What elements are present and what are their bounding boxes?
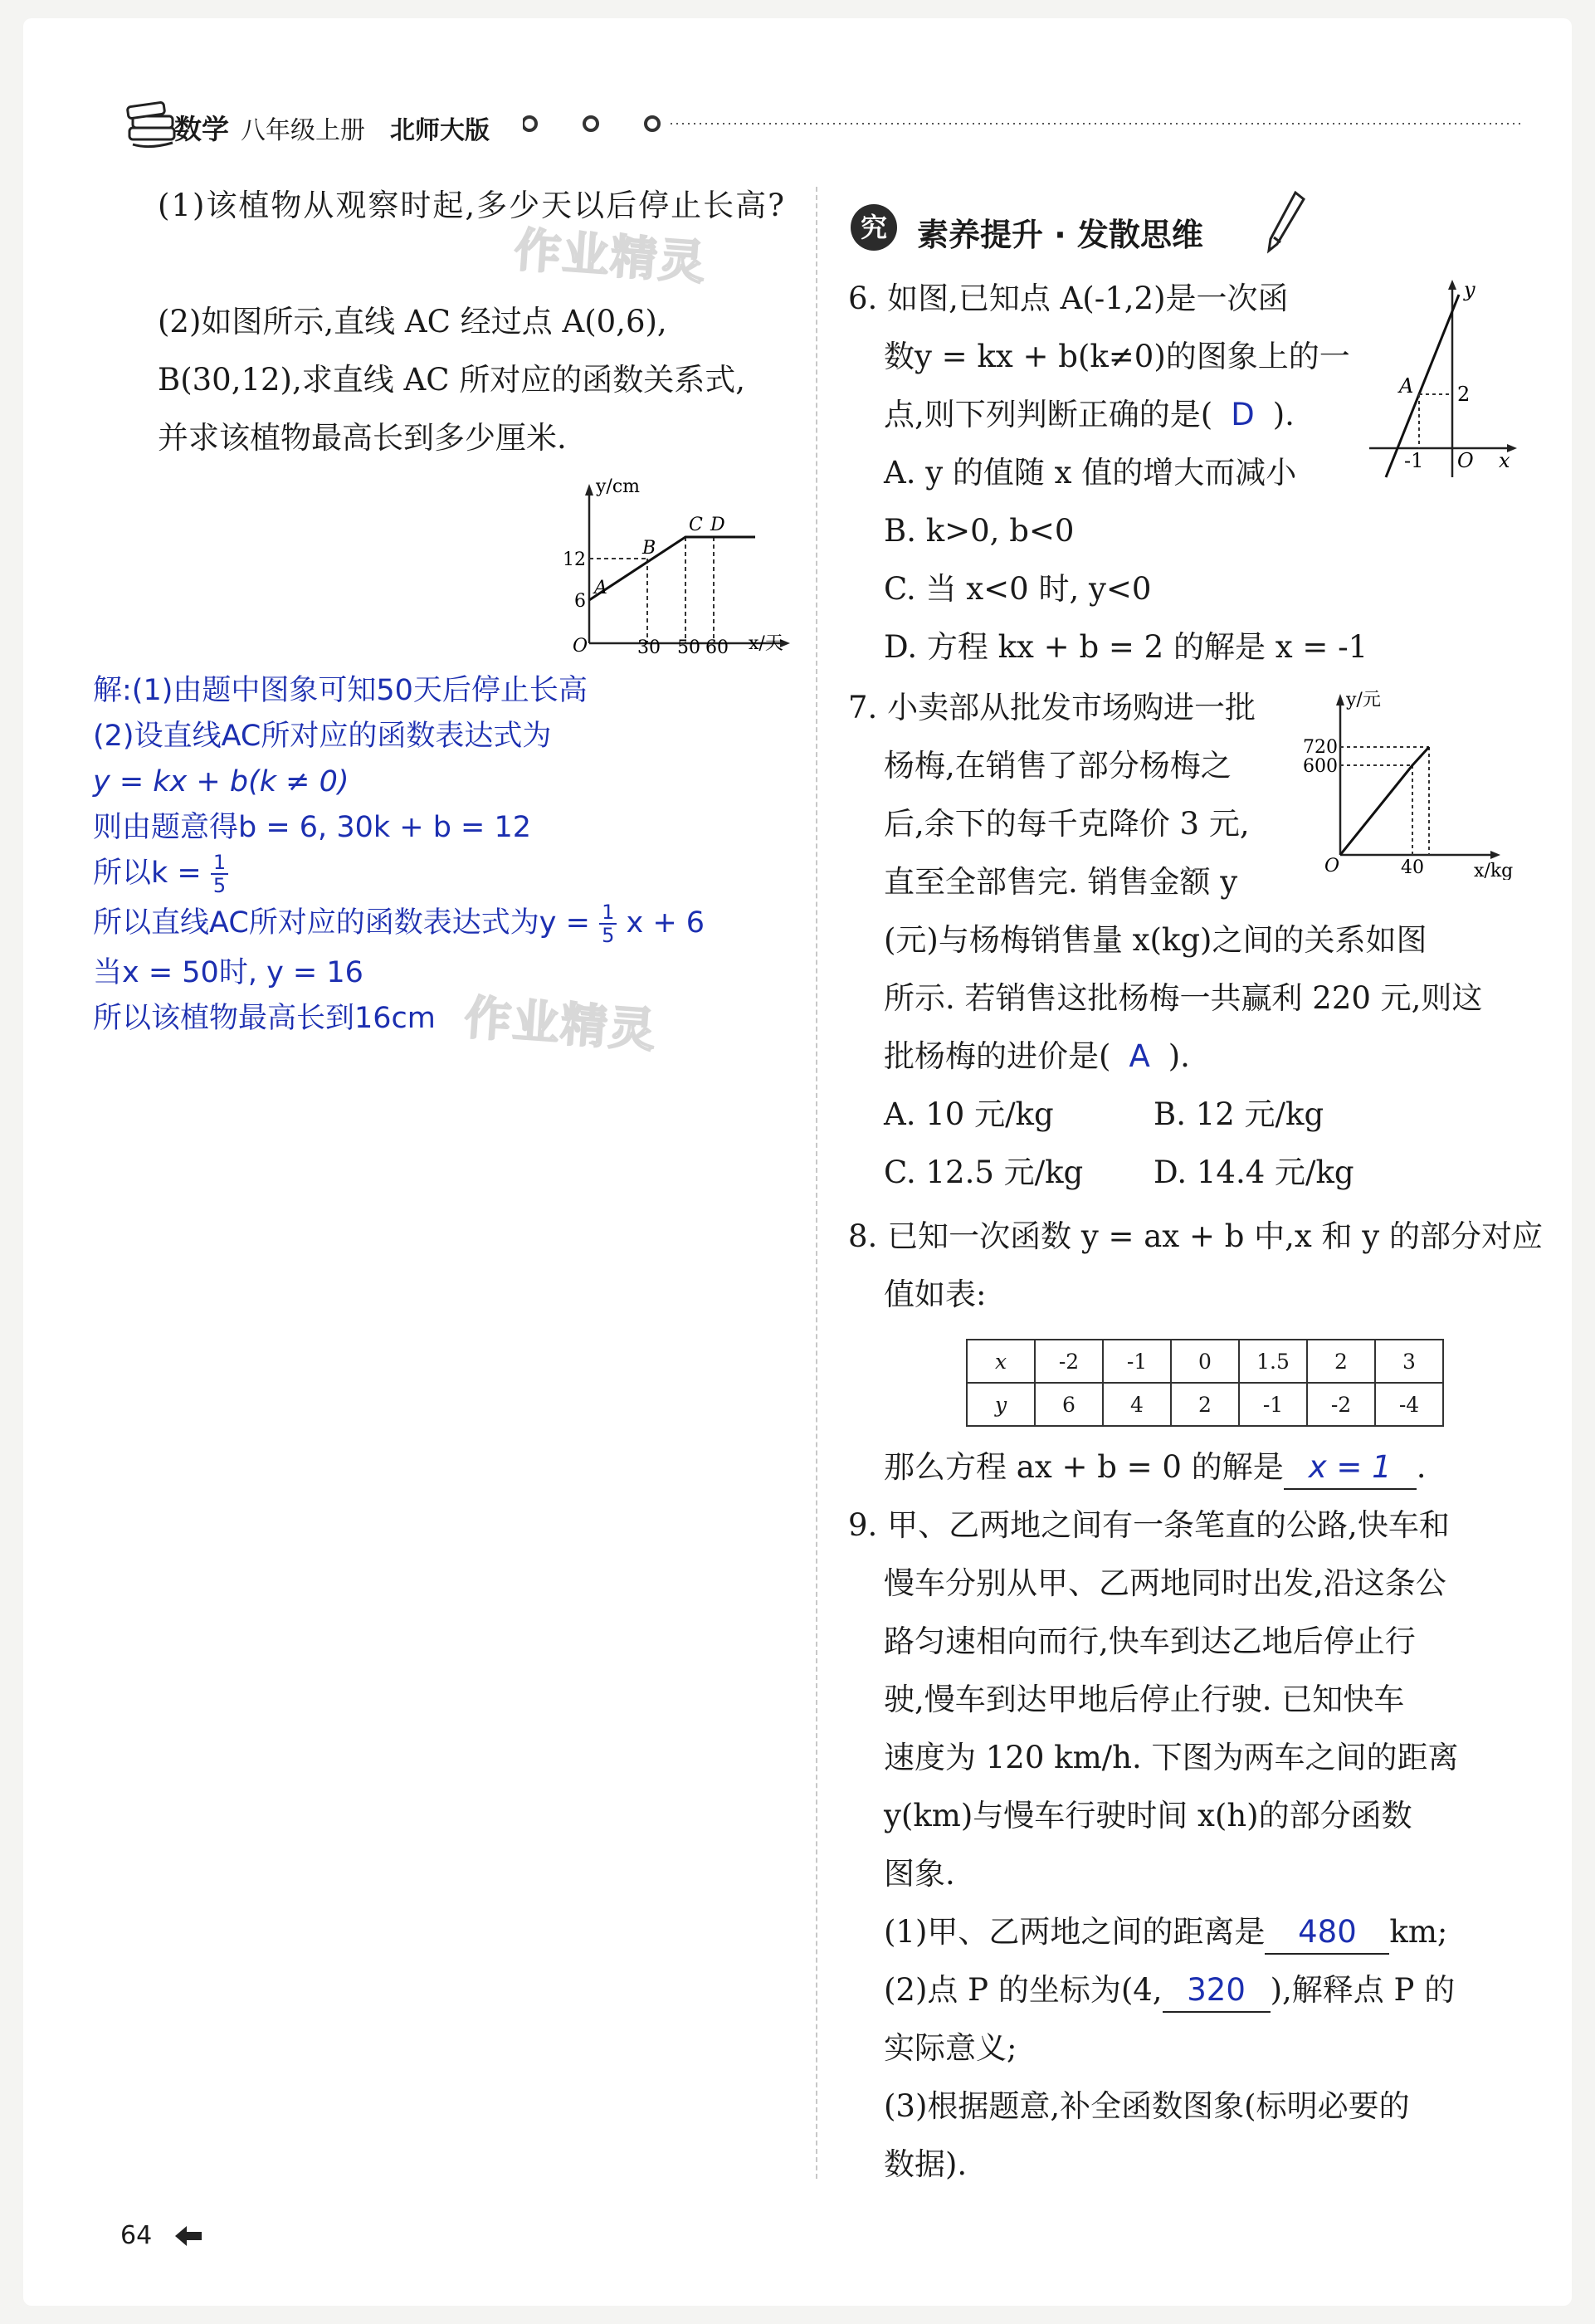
q9-sub2 [884,1961,1455,2019]
fraction-denominator: 5 [602,924,615,947]
q6-line3 [884,386,1295,444]
q9-line2: 慢车分别从甲、乙两地同时出发,沿这条公 [884,1565,1446,1601]
q7-line3: 后,余下的每千克降价 3 元, [884,806,1250,842]
q6-option-b: B. k>0, b<0 [884,513,1075,549]
solution-line4: 则由题意得b = 6, 30k + b = 12 [93,811,532,844]
q8-line2: 值如表: [884,1277,987,1312]
solution-line3: y = kx + b(k ≠ 0) [93,765,349,798]
q7-line1: 7. 小卖部从批发市场购进一批 [848,690,1256,725]
fraction-numerator: 1 [599,901,617,925]
q6-answer: D [1231,397,1255,432]
q6-y-label: y [1464,278,1475,301]
header-subject: 数学 [174,113,229,145]
header-edition: 北师大版 [390,116,490,145]
q6-line2: 数y = kx + b(k≠0)的图象上的一 [884,339,1350,374]
plant-point-b: B [642,538,656,559]
solution-line8: 所以该植物最高长到16cm [93,1002,436,1035]
fraction-denominator: 5 [212,874,227,897]
q6-prompt: 点,则下列判断正确的是( [884,397,1213,432]
solution-line5-text: 所以k = [93,857,202,890]
q2-line2: B(30,12),求直线 AC 所对应的函数关系式, [158,362,746,398]
fraction-numerator: 1 [211,852,228,875]
q9-line4: 驶,慢车到达甲地后停止行驶. 已知快车 [884,1682,1405,1717]
q7-y-tick-720: 720 [1303,737,1338,758]
table-cell: 0 [1171,1340,1239,1383]
q7-y-tick-600: 600 [1303,756,1338,777]
plant-x-tick-50: 50 [677,637,700,658]
section-title: 素养提升 · 发散思维 [917,217,1203,253]
q6-close: ). [1272,397,1295,432]
plant-y-tick-6: 6 [574,591,586,612]
arrow-left-icon [172,2223,205,2249]
table-cell: -1 [1239,1383,1307,1426]
section-header [851,199,1315,257]
q6-option-a: A. y 的值随 x 值的增大而减小 [884,455,1297,491]
solution-fraction-2 [599,901,617,946]
table-cell: 2 [1307,1340,1375,1383]
q7-line2: 杨梅,在销售了部分杨梅之 [884,748,1232,784]
q7-option-a: A. 10 元/kg [884,1096,1054,1132]
q7-sales-chart [1303,689,1519,880]
plant-y-arrow [585,484,593,496]
q7-y-arrow [1336,694,1344,706]
plant-x-tick-30: 30 [637,637,661,658]
q6-x-label: x [1499,449,1510,472]
q9-sub1-answer: 480 [1265,1911,1389,1955]
q2-line3: 并求该植物最高长到多少厘米. [158,420,567,456]
solution-line6-text: 所以直线AC所对应的函数表达式为y = [93,906,590,940]
header-grade: 八年级上册 [241,116,365,145]
q9-sub1 [884,1903,1447,1961]
q9-sub3-line2: 数据). [884,2146,968,2182]
table-cell: -4 [1375,1383,1443,1426]
plant-point-d: D [710,515,725,535]
table-head-y: y [967,1383,1035,1426]
table-cell: 4 [1103,1383,1171,1426]
q6-y-arrow [1448,280,1456,290]
q6-line1: 6. 如图,已知点 A(-1,2)是一次函 [848,281,1289,316]
page-number: 64 [120,2221,153,2250]
table-cell: -2 [1035,1340,1103,1383]
plant-x-label: x/天 [749,633,783,654]
plant-growth-chart [556,477,805,664]
q8-answer: x = 1 [1284,1447,1417,1490]
plant-point-a: A [594,578,607,598]
watermark-bottom: 作业精灵 [462,990,659,1059]
q9-sub2-line2: 实际意义; [884,2030,1017,2066]
q8-close: . [1416,1449,1427,1485]
q8-row-x [967,1340,1443,1383]
q6-option-c: C. 当 x<0 时, y<0 [884,571,1152,607]
q7-close: ). [1168,1038,1190,1074]
solution-line1: 解:(1)由题中图象可知50天后停止长高 [93,674,588,707]
q6-origin: O [1457,449,1474,472]
q6-y-tick: 2 [1457,383,1471,406]
q9-sub1-prompt: (1)甲、乙两地之间的距离是 [884,1914,1266,1950]
plant-y-tick-12: 12 [563,549,586,570]
plant-origin: O [573,636,588,657]
pencil-icon [1266,189,1307,256]
column-divider [816,187,817,2179]
q7-line5: (元)与杨梅销售量 x(kg)之间的关系如图 [884,922,1427,958]
q7-line4: 直至全部售完. 销售金额 y [884,864,1238,900]
section-badge [851,204,897,251]
q9-sub1-unit: km; [1389,1914,1448,1950]
header-dots-decoration [523,111,1527,136]
q9-line1: 9. 甲、乙两地之间有一条笔直的公路,快车和 [848,1507,1450,1543]
q9-line7: 图象. [884,1856,955,1892]
plant-x-tick-60: 60 [705,637,729,658]
q7-answer: A [1129,1038,1150,1074]
q6-x-tick: -1 [1404,449,1424,472]
solution-fraction-1 [211,852,228,896]
q6-option-d: D. 方程 kx + b = 2 的解是 x = -1 [884,629,1368,665]
q7-x-label: x/kg [1474,861,1514,880]
solution-line6-tail: x + 6 [626,906,705,940]
table-cell: 3 [1375,1340,1443,1383]
table-cell: 2 [1171,1383,1239,1426]
q7-y-label: y/元 [1346,690,1381,710]
books-logo-icon [124,100,181,149]
table-cell: 6 [1035,1383,1103,1426]
watermark-top: 作业精灵 [512,222,709,291]
section-badge-text: 究 [860,212,887,243]
q7-line7 [884,1028,1190,1086]
q7-option-b: B. 12 元/kg [1154,1096,1324,1132]
q8-line1: 8. 已知一次函数 y = ax + b 中,x 和 y 的部分对应 [848,1218,1543,1254]
q9-sub2-prompt: (2)点 P 的坐标为(4, [884,1972,1163,2008]
plant-growth-line [589,537,755,600]
q7-prompt: 批杨梅的进价是( [884,1038,1111,1074]
plant-y-label: y/cm [596,477,641,497]
q8-row-y [967,1383,1443,1426]
q9-line3: 路匀速相向而行,快车到达乙地后停止行 [884,1623,1416,1659]
q9-line5: 速度为 120 km/h. 下图为两车之间的距离 [884,1740,1459,1775]
solution-line2: (2)设直线AC所对应的函数表达式为 [93,720,552,753]
header [116,100,1527,149]
q7-option-c: C. 12.5 元/kg [884,1155,1084,1190]
table-cell: -2 [1307,1383,1375,1426]
q1-text: (1)该植物从观察时起,多少天以后停止长高? [158,188,787,223]
q8-value-table [966,1339,1444,1427]
footer [120,2218,286,2259]
solution-line7: 当x = 50时, y = 16 [93,956,363,989]
q9-sub2-tail: ),解释点 P 的 [1270,1972,1456,2008]
q8-line3 [884,1438,1427,1496]
table-cell: -1 [1103,1340,1171,1383]
q9-sub2-answer: 320 [1163,1970,1271,2013]
q6-function-chart [1361,278,1519,486]
q7-x-arrow [1490,851,1500,859]
table-head-x: x [967,1340,1035,1383]
q7-option-d: D. 14.4 元/kg [1154,1155,1354,1190]
q8-prompt: 那么方程 ax + b = 0 的解是 [884,1449,1284,1485]
q7-line6: 所示. 若销售这批杨梅一共赢利 220 元,则这 [884,980,1483,1016]
q6-point-a: A [1399,374,1414,398]
q9-sub3-line1: (3)根据题意,补全函数图象(标明必要的 [884,2088,1410,2124]
solution-line6 [93,901,705,946]
q7-origin: O [1324,856,1340,876]
q7-x-tick-40: 40 [1401,857,1424,878]
q2-line1: (2)如图所示,直线 AC 经过点 A(0,6), [158,304,667,339]
plant-point-c: C [689,515,703,535]
table-cell: 1.5 [1239,1340,1307,1383]
q7-sales-line [1340,747,1429,855]
solution-line5 [93,851,228,896]
q9-line6: y(km)与慢车行驶时间 x(h)的部分函数 [884,1798,1412,1833]
